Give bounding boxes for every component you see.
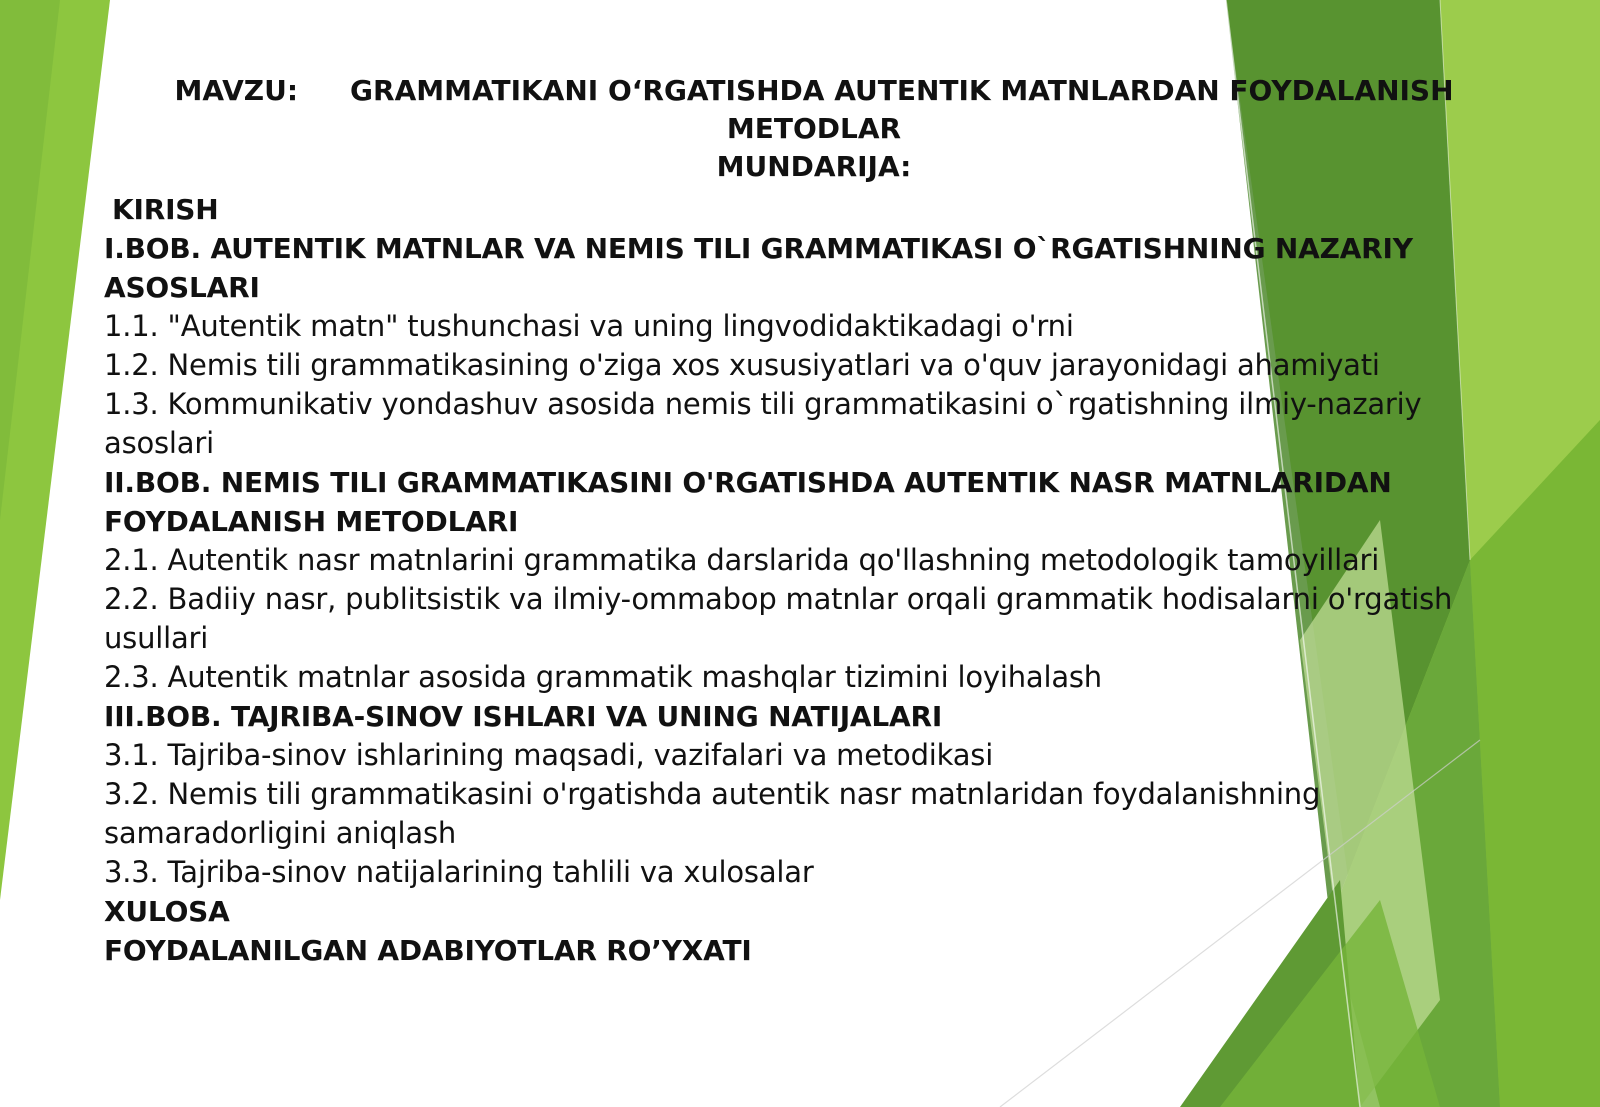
toc-entry-kirish: KIRISH xyxy=(112,193,219,226)
toc-entry-3-1: 3.1. Tajriba-sinov ishlarining maqsadi, vazifalari va metodikasi xyxy=(104,738,994,772)
table-of-contents xyxy=(104,190,1524,970)
contents-heading: MUNDARIJA: xyxy=(716,150,912,183)
toc-entry-chapter-3: III.BOB. TAJRIBA-SINOV ISHLARI VA UNING NATIJALARI xyxy=(104,700,943,733)
toc-entry-3-2: 3.2. Nemis tili grammatikasini o'rgatishda autentik nasr matnlaridan foydalanishning samaradorligini aniqlash xyxy=(104,777,1321,850)
toc-entry-chapter-2: II.BOB. NEMIS TILI GRAMMATIKASINI O'RGATISHDA AUTENTIK NASR MATNLARIDAN FOYDALANISH METODLARI xyxy=(104,466,1392,538)
toc-entry-xulosa: XULOSA xyxy=(104,895,230,928)
toc-entry-1-3: 1.3. Kommunikativ yondashuv asosida nemis tili grammatikasini o`rgatishning ilmiy-nazariy asoslari xyxy=(104,387,1422,460)
slide-content xyxy=(104,72,1524,970)
toc-entry-2-3: 2.3. Autentik matnlar asosida grammatik mashqlar tizimini loyihalash xyxy=(104,660,1102,694)
topic-title-line-1 xyxy=(104,72,1524,110)
toc-entry-chapter-1: I.BOB. AUTENTIK MATNLAR VA NEMIS TILI GRAMMATIKASI O`RGATISHNING NAZARIY ASOSLARI xyxy=(104,232,1413,304)
topic-title-line-2: METODLAR xyxy=(726,112,902,145)
toc-entry-references: FOYDALANILGAN ADABIYOTLAR RO’YXATI xyxy=(104,934,752,967)
topic-label: MAVZU: xyxy=(174,74,299,107)
topic-title-text: GRAMMATIKANI O‘RGATISHDA AUTENTIK MATNLARDAN FOYDALANISH xyxy=(350,74,1454,107)
toc-entry-2-1: 2.1. Autentik nasr matnlarini grammatika darslarida qo'llashning metodologik tamoyillari xyxy=(104,543,1380,577)
toc-entry-1-2: 1.2. Nemis tili grammatikasining o'ziga xos xususiyatlari va o'quv jarayonidagi ahamiyati xyxy=(104,348,1380,382)
toc-entry-3-3: 3.3. Tajriba-sinov natijalarining tahlili va xulosalar xyxy=(104,855,814,889)
toc-entry-1-1: 1.1. "Autentik matn" tushunchasi va uning lingvodidaktikadagi o'rni xyxy=(104,309,1074,343)
toc-entry-2-2: 2.2. Badiiy nasr, publitsistik va ilmiy-ommabop matnlar orqali grammatik hodisalarni o'rgatish usullari xyxy=(104,582,1453,655)
